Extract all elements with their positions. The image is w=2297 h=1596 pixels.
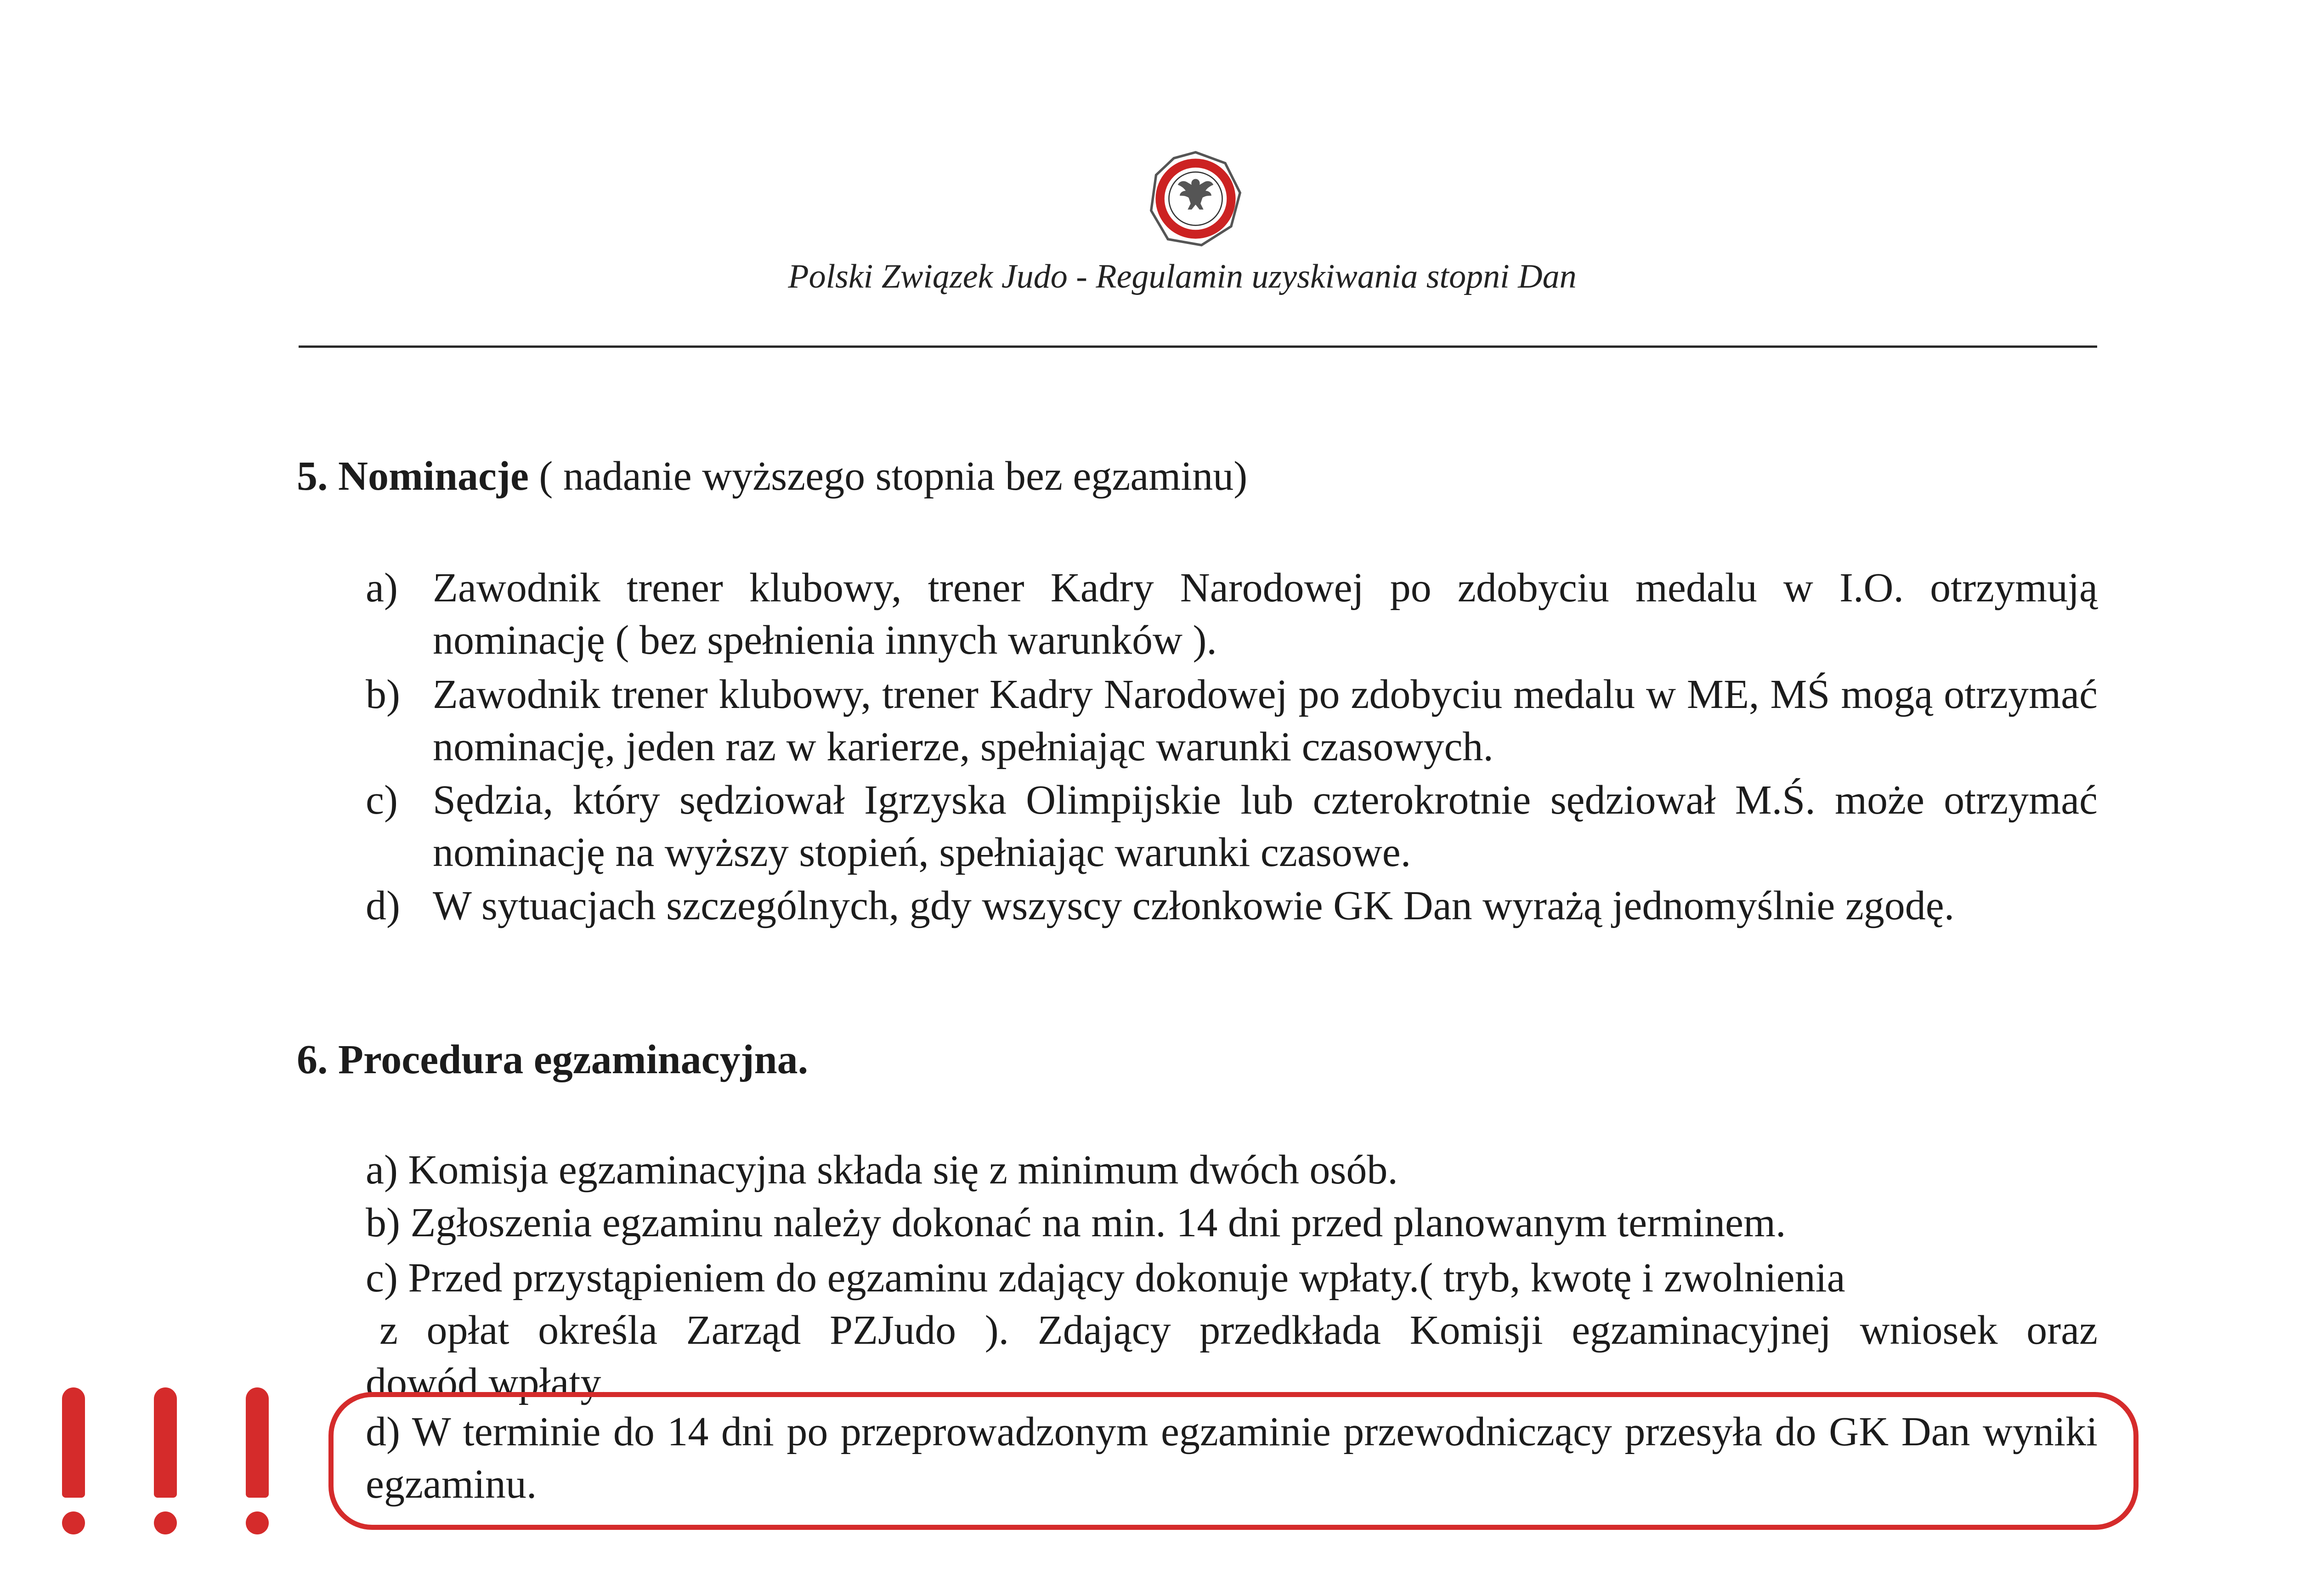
list-item-tail: dowód wpłaty. [366, 1360, 609, 1405]
section-5-item-d [366, 880, 2098, 932]
header-divider [299, 345, 2097, 348]
section-5-heading [297, 453, 1247, 500]
section-6-item-b: b) Zgłoszenia egzaminu należy dokonać na min. 14 dni przed planowanym terminem. [366, 1200, 1786, 1245]
list-item-text: c) Przed przystąpieniem do egzaminu zdający dokonuje wpłaty.( tryb, kwotę i zwolnienia [366, 1255, 1845, 1301]
document-header-title: Polski Związek Judo - Regulamin uzyskiwania stopni Dan [788, 258, 1577, 295]
list-item-text: Sędzia, który sędziował Igrzyska Olimpijskie lub czterokrotnie sędziował M.Ś. może otrzymać nominację na wyższy stopień, spełniając warunki czasowe. [433, 777, 2098, 875]
section-5-title: 5. Nominacje [297, 453, 529, 499]
list-item-letter: d) [366, 883, 400, 928]
section-5-item-a [366, 562, 2098, 667]
list-item-text: Zawodnik trener klubowy, trener Kadry Narodowej po zdobyciu medalu w I.O. otrzymują nominację ( bez spełnienia innych warunków ). [433, 565, 2098, 663]
pzjudo-emblem-logo [1146, 149, 1245, 248]
section-5-item-b [366, 668, 2098, 773]
section-6-item-c [366, 1252, 2098, 1409]
list-item-continuation: z opłat określa Zarząd PZJudo ). Zdający przedkłada Komisji egzaminacyjnej wniosek oraz [379, 1307, 2098, 1353]
list-item-letter: c) [366, 777, 398, 823]
section-6-item-a: a) Komisja egzaminacyjna składa się z minimum dwóch osób. [366, 1147, 1398, 1193]
section-5-subtitle: ( nadanie wyższego stopnia bez egzaminu) [528, 453, 1248, 499]
exclamation-icon [62, 1374, 85, 1548]
exclamation-icon [246, 1374, 269, 1548]
section-5-item-c [366, 774, 2098, 879]
list-item-letter: a) [366, 565, 398, 611]
list-item-letter: b) [366, 672, 400, 717]
list-item-text: W sytuacjach szczególnych, gdy wszyscy członkowie GK Dan wyrażą jednomyślnie zgodę. [433, 883, 1955, 928]
section-6-heading: 6. Procedura egzaminacyjna. [297, 1037, 809, 1082]
exclamation-icon [154, 1374, 177, 1548]
section-6-item-d: d) W terminie do 14 dni po przeprowadzonym egzaminie przewodniczący przesyła do GK Dan wyniki egzaminu. [366, 1409, 2098, 1507]
list-item-text: Zawodnik trener klubowy, trener Kadry Narodowej po zdobyciu medalu w ME, MŚ mogą otrzymać nominację, jeden raz w karierze, spełniając warunki czasowych. [433, 672, 2098, 770]
